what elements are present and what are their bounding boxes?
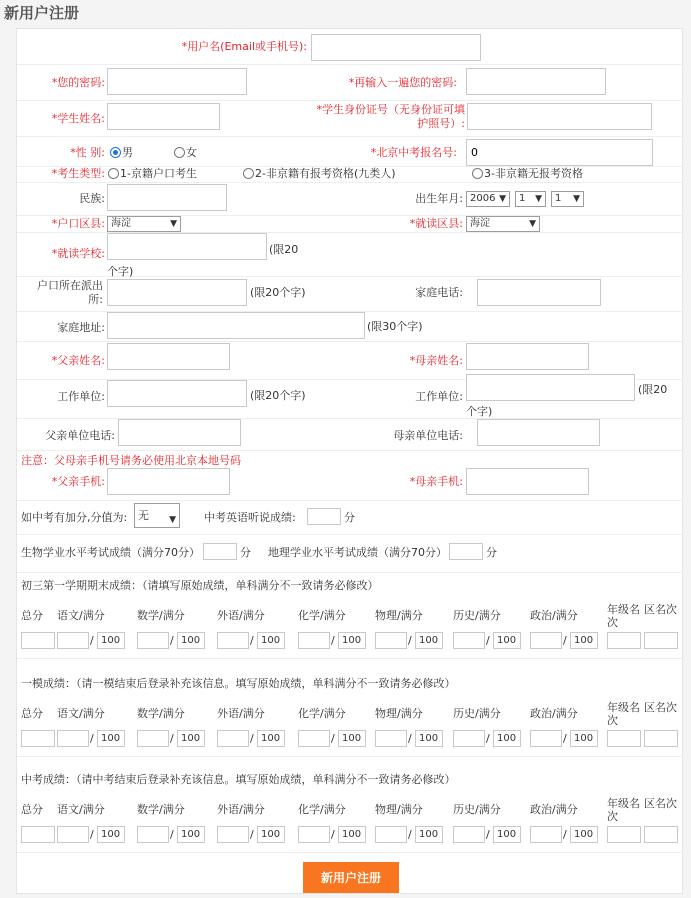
birth-month-select[interactable]	[515, 191, 546, 207]
score-input[interactable]	[453, 632, 485, 649]
row-bonus	[17, 501, 682, 535]
score-input[interactable]	[137, 632, 169, 649]
page-title: 新用户注册	[4, 4, 80, 22]
row-police	[17, 277, 682, 312]
row-address	[17, 312, 682, 342]
score-header: 物理/满分	[375, 707, 423, 720]
password-label: *您的密码:	[51, 76, 105, 89]
score-input[interactable]	[375, 632, 407, 649]
full-mark-input[interactable]: 100	[177, 632, 205, 649]
full-mark-input[interactable]: 100	[415, 826, 443, 843]
score-input[interactable]	[298, 730, 330, 747]
score-header: 外语/满分	[217, 609, 265, 622]
score-slash: /	[250, 732, 254, 745]
username-label: *用户名(Email或手机号):	[181, 40, 307, 53]
score-slash: /	[331, 828, 335, 841]
full-mark-input[interactable]: 100	[177, 730, 205, 747]
full-mark-input[interactable]: 100	[570, 730, 598, 747]
ethnicity-input[interactable]	[107, 184, 227, 211]
score-slash: /	[170, 732, 174, 745]
candidate-type-2-label: 2-非京籍有报考资格(九类人)	[255, 167, 396, 180]
row-work-phones	[17, 419, 682, 451]
exam-number-input[interactable]	[466, 139, 653, 166]
exam-number-label: *北京中考报名号:	[370, 146, 457, 159]
score-slash: /	[170, 634, 174, 647]
mother-work-unit-label: 工作单位:	[415, 390, 463, 403]
chevron-down-icon: ▼	[573, 194, 580, 204]
full-mark-input[interactable]: 100	[177, 826, 205, 843]
score-input[interactable]	[530, 730, 562, 747]
father-work-unit-hint: (限20个字)	[250, 389, 306, 402]
score-header: 数学/满分	[137, 707, 185, 720]
id-number-input[interactable]	[467, 103, 652, 130]
score-slash: /	[331, 634, 335, 647]
candidate-type-1-radio[interactable]	[108, 168, 119, 179]
row-gender	[17, 137, 682, 167]
score-input[interactable]	[530, 632, 562, 649]
school-hint: (限20个字)	[107, 243, 299, 278]
section-divider	[17, 658, 682, 659]
full-mark-input[interactable]: 100	[257, 632, 285, 649]
geography-label: 地理学业水平考试成绩（满分70分）	[268, 546, 447, 559]
score-section-title: 中考成绩：（请中考结束后登录补充该信息。填写原始成绩，单科满分不一致请务必修改）	[21, 773, 456, 786]
mother-work-phone-label: 母亲单位电话:	[393, 429, 463, 442]
score-input[interactable]	[137, 826, 169, 843]
score-input[interactable]	[57, 730, 89, 747]
full-mark-input[interactable]: 100	[570, 826, 598, 843]
full-mark-input[interactable]: 100	[338, 730, 366, 747]
score-slash: /	[408, 634, 412, 647]
full-mark-input[interactable]: 100	[570, 632, 598, 649]
chevron-down-icon: ▼	[499, 194, 506, 204]
score-slash: /	[331, 732, 335, 745]
gender-label: *性 别:	[70, 146, 105, 159]
father-name-label: *父亲姓名:	[51, 354, 105, 367]
score-input[interactable]	[375, 730, 407, 747]
mother-name-input[interactable]	[466, 343, 589, 370]
home-address-label: 家庭地址:	[57, 321, 105, 334]
score-header: 年级名次	[607, 701, 640, 727]
score-header: 历史/满分	[453, 609, 501, 622]
score-slash: /	[170, 828, 174, 841]
score-header: 化学/满分	[298, 803, 346, 816]
mother-work-unit-hint: (限20个字)	[466, 383, 668, 418]
gender-male-radio[interactable]	[110, 147, 121, 158]
father-work-unit-input[interactable]	[107, 380, 247, 407]
birth-day-value: 1	[555, 193, 562, 204]
score-header: 总分	[21, 609, 43, 622]
ethnicity-label: 民族:	[79, 192, 105, 205]
student-name-label: *学生姓名:	[51, 112, 105, 125]
score-slash: /	[563, 828, 567, 841]
score-header: 政治/满分	[530, 609, 578, 622]
score-input[interactable]	[530, 826, 562, 843]
mother-mobile-input[interactable]	[466, 468, 589, 495]
section-divider	[17, 756, 682, 757]
score-input[interactable]	[137, 730, 169, 747]
row-ethnicity	[17, 183, 682, 216]
score-section-title: 一模成绩：（请一模结束后登录补充该信息。填写原始成绩，单科满分不一致请务必修改）	[21, 677, 456, 690]
gender-female-radio[interactable]	[174, 147, 185, 158]
score-header: 区名次	[644, 701, 677, 714]
full-mark-input[interactable]: 100	[493, 632, 521, 649]
candidate-type-2-radio[interactable]	[243, 168, 254, 179]
score-input[interactable]	[21, 632, 55, 649]
score-input[interactable]	[298, 826, 330, 843]
full-mark-input[interactable]: 100	[415, 632, 443, 649]
full-mark-input[interactable]: 100	[338, 632, 366, 649]
oral-english-label: 中考英语听说成绩:	[204, 511, 296, 524]
gender-male-label: 男	[122, 146, 133, 159]
father-work-phone-input[interactable]	[118, 419, 241, 446]
score-header: 总分	[21, 707, 43, 720]
chevron-down-icon: ▼	[529, 219, 536, 229]
chevron-down-icon: ▼	[535, 194, 542, 204]
geography-unit: 分	[486, 546, 497, 559]
full-mark-input[interactable]: 100	[493, 730, 521, 747]
score-section-title: 初三第一学期期末成绩：（请填写原始成绩，单科满分不一致请务必修改）	[21, 579, 379, 592]
school-district-value: 海淀	[470, 218, 490, 229]
score-input[interactable]	[607, 730, 641, 747]
biology-input[interactable]	[203, 543, 237, 560]
score-input[interactable]	[644, 826, 678, 843]
score-header: 区名次	[644, 797, 677, 810]
hukou-district-value: 海淀	[111, 218, 131, 229]
score-input[interactable]	[217, 826, 249, 843]
full-mark-input[interactable]: 100	[97, 826, 125, 843]
bonus-select[interactable]	[134, 503, 180, 528]
bonus-value: 无	[138, 509, 149, 522]
score-slash: /	[486, 828, 490, 841]
full-mark-input[interactable]: 100	[338, 826, 366, 843]
score-header: 外语/满分	[217, 707, 265, 720]
registration-form	[16, 28, 683, 894]
score-slash: /	[250, 828, 254, 841]
score-input[interactable]	[57, 826, 89, 843]
score-input[interactable]	[644, 632, 678, 649]
full-mark-input[interactable]: 100	[257, 826, 285, 843]
password-input[interactable]	[107, 68, 247, 95]
score-header: 语文/满分	[57, 803, 105, 816]
home-address-hint: (限30个字)	[367, 320, 423, 333]
score-input[interactable]	[607, 826, 641, 843]
score-header: 语文/满分	[57, 609, 105, 622]
score-slash: /	[563, 732, 567, 745]
row-academic	[17, 535, 682, 573]
score-header: 化学/满分	[298, 609, 346, 622]
score-header: 历史/满分	[453, 803, 501, 816]
full-mark-input[interactable]: 100	[257, 730, 285, 747]
username-input[interactable]	[311, 34, 481, 61]
score-slash: /	[486, 634, 490, 647]
row-work-units	[17, 380, 682, 419]
home-address-input[interactable]	[107, 312, 365, 339]
score-header: 总分	[21, 803, 43, 816]
score-input[interactable]	[21, 730, 55, 747]
score-input[interactable]	[21, 826, 55, 843]
score-input[interactable]	[453, 826, 485, 843]
score-header: 历史/满分	[453, 707, 501, 720]
school-district-label: *就读区县:	[409, 217, 463, 230]
row-school	[17, 233, 682, 277]
father-work-phone-label: 父亲单位电话:	[45, 429, 115, 442]
full-mark-input[interactable]: 100	[97, 632, 125, 649]
father-mobile-input[interactable]	[107, 468, 230, 495]
hukou-district-select[interactable]	[107, 216, 181, 232]
birth-day-select[interactable]	[551, 191, 584, 207]
score-input[interactable]	[453, 730, 485, 747]
hukou-district-label: *户口区县:	[51, 217, 105, 230]
score-slash: /	[408, 828, 412, 841]
biology-label: 生物学业水平考试成绩（满分70分）	[21, 546, 200, 559]
father-name-input[interactable]	[107, 343, 230, 370]
father-work-unit-label: 工作单位:	[57, 390, 105, 403]
birth-month-value: 1	[519, 193, 526, 204]
home-phone-label: 家庭电话:	[415, 286, 463, 299]
chevron-down-icon: ▼	[169, 515, 176, 525]
score-slash: /	[90, 732, 94, 745]
geography-input[interactable]	[449, 543, 483, 560]
birth-date-label: 出生年月:	[415, 192, 463, 205]
section-divider	[17, 852, 682, 853]
score-input[interactable]	[217, 632, 249, 649]
parent-phone-notice: 注意：父母亲手机号请务必使用北京本地号码	[21, 454, 241, 467]
register-button[interactable]: 新用户注册	[303, 862, 399, 893]
police-station-hint: (限20个字)	[250, 286, 306, 299]
score-slash: /	[90, 634, 94, 647]
score-header: 化学/满分	[298, 707, 346, 720]
password-confirm-input[interactable]	[466, 68, 606, 95]
row-username	[17, 29, 682, 65]
candidate-type-1-label: 1-京籍户口考生	[120, 167, 197, 180]
score-input[interactable]	[57, 632, 89, 649]
score-header: 物理/满分	[375, 609, 423, 622]
row-candidate-type	[17, 167, 682, 183]
password-confirm-label: *再输入一遍您的密码:	[348, 76, 457, 89]
birth-year-value: 2006	[470, 193, 496, 204]
score-header: 政治/满分	[530, 803, 578, 816]
score-input[interactable]	[644, 730, 678, 747]
score-header: 年级名次	[607, 603, 640, 629]
police-station-input[interactable]	[107, 279, 247, 306]
score-header: 数学/满分	[137, 803, 185, 816]
oral-english-unit: 分	[344, 511, 355, 524]
score-slash: /	[250, 634, 254, 647]
full-mark-input[interactable]: 100	[415, 730, 443, 747]
score-slash: /	[90, 828, 94, 841]
score-slash: /	[563, 634, 567, 647]
score-header: 政治/满分	[530, 707, 578, 720]
father-mobile-label: *父亲手机:	[51, 475, 105, 488]
score-header: 年级名次	[607, 797, 640, 823]
score-header: 语文/满分	[57, 707, 105, 720]
row-student	[17, 101, 682, 137]
birth-year-select[interactable]	[466, 191, 510, 207]
score-slash: /	[408, 732, 412, 745]
biology-unit: 分	[240, 546, 251, 559]
school-label: *就读学校:	[51, 247, 105, 260]
candidate-type-3-label: 3-非京籍无报考资格	[484, 167, 583, 180]
score-header: 物理/满分	[375, 803, 423, 816]
candidate-type-label: *考生类型:	[51, 167, 105, 180]
mother-name-label: *母亲姓名:	[409, 354, 463, 367]
row-districts	[17, 216, 682, 233]
oral-english-input[interactable]	[307, 508, 341, 525]
mother-mobile-label: *母亲手机:	[409, 475, 463, 488]
score-input[interactable]	[298, 632, 330, 649]
divider	[17, 855, 682, 856]
police-station-label: 户口所在派出所:	[37, 279, 103, 306]
row-password	[17, 65, 682, 101]
student-name-input[interactable]	[107, 103, 220, 130]
score-header: 外语/满分	[217, 803, 265, 816]
bonus-label: 如中考有加分,分值为:	[21, 511, 128, 524]
mother-work-phone-input[interactable]	[477, 419, 600, 446]
score-input[interactable]	[217, 730, 249, 747]
row-parent-mobiles	[17, 466, 682, 501]
gender-female-label: 女	[186, 146, 197, 159]
candidate-type-3-radio[interactable]	[472, 168, 483, 179]
score-input[interactable]	[607, 632, 641, 649]
score-header: 区名次	[644, 603, 677, 616]
score-input[interactable]	[375, 826, 407, 843]
chevron-down-icon: ▼	[170, 219, 177, 229]
full-mark-input[interactable]: 100	[97, 730, 125, 747]
score-header: 数学/满分	[137, 609, 185, 622]
score-slash: /	[486, 732, 490, 745]
id-number-label: *学生身份证号（无身份证可填护照号）:	[316, 103, 465, 130]
full-mark-input[interactable]: 100	[493, 826, 521, 843]
home-phone-input[interactable]	[477, 279, 601, 306]
school-district-select[interactable]	[466, 216, 540, 232]
